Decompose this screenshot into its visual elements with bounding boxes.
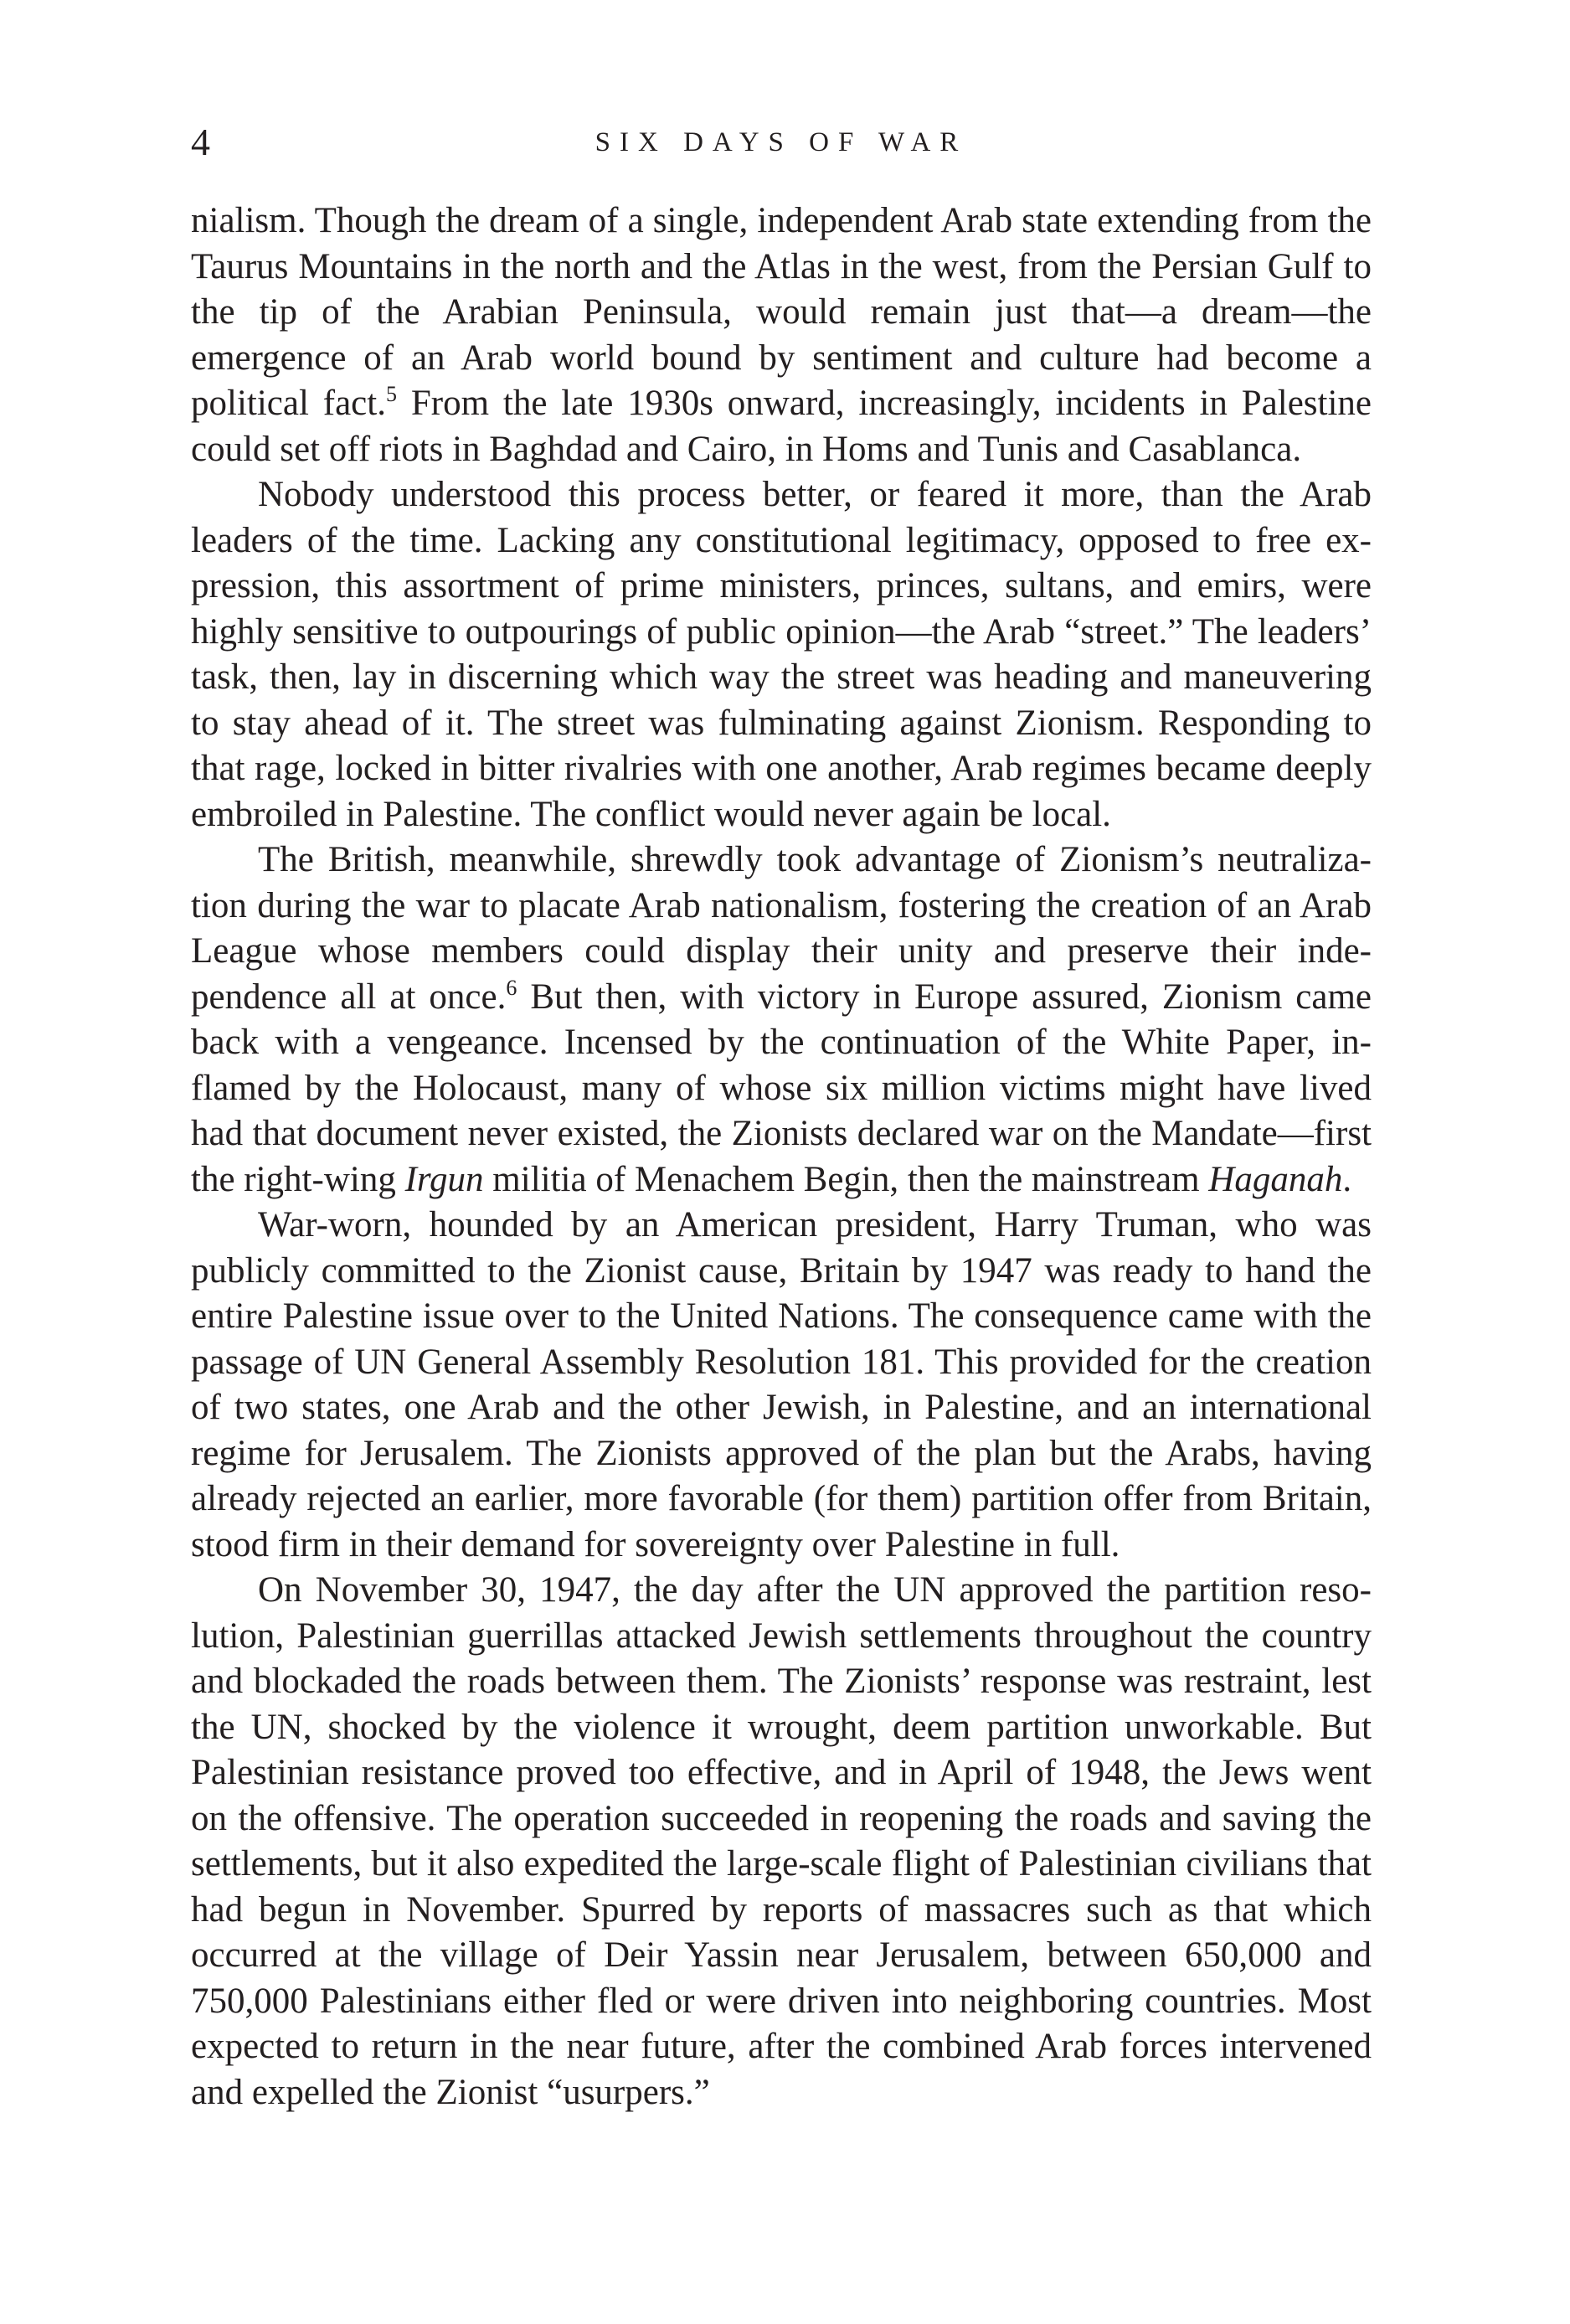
running-head-title: SIX DAYS OF WAR (595, 127, 968, 157)
paragraph-1-text-b: From the late 1930s onward, increasingly, incidents in Palestine could set off riots in Baghdad and Cairo, in Homs and Tunis and Casablanca. (191, 384, 1372, 469)
footnote-ref-5: 5 (385, 382, 397, 406)
paragraph-2-text: Nobody understood this process better, or feared it more, than the Arab leaders of the time. Lacking any constitutional legitimacy, opposed to free expression, this assortment of prime ministers, princes, sultans, and emirs, were highly sensitive to outpourings of public opinion—the Arab “street.” The leaders’ task, then, lay in discerning which way the street was heading and maneuvering to stay ahead of it. The street was fulminating against Zionism. Responding to that rage, locked in bitter rivalries with one another, Arab regimes became deeply embroiled in Palestine. The conflict would never again be local. (191, 475, 1372, 834)
paragraph-3-text-b: But then, with victory in Europe assured, Zionism came back with a vengeance. Incensed by the continuation of the White Paper, inflamed by the Holocaust, many of whose six million victims might have lived had that document never existed, the Zionists declared war on the Mandate—first the right-wing (191, 976, 1372, 1199)
running-head (191, 117, 1372, 167)
paragraph-3 (191, 837, 1372, 1203)
footnote-ref-6: 6 (506, 975, 517, 1000)
page-number: 4 (191, 121, 210, 163)
paragraph-3-text-d: . (1342, 1159, 1352, 1199)
paragraph-5 (191, 1568, 1372, 2115)
paragraph-1-text-a: nialism. Though the dream of a single, independent Arab state extending from the Taurus Mountains in the north and the Atlas in the west, from the Persian Gulf to the tip of the Arabian Peninsula, would remain just that—a dream—the emergence of an Arab world bound by sentiment and culture had become a political fact. (191, 201, 1372, 423)
paragraph-2 (191, 472, 1372, 837)
paragraph-3-text-c: militia of Menachem Begin, then the mainstream (483, 1159, 1209, 1199)
paragraph-3-text-a: The British, meanwhile, shrewdly took advantage of Zionism’s neutralization during the war to placate Arab nationalism, fostering the creation of an Arab League whose members could display their unity and preserve their independence all at once. (191, 840, 1372, 1017)
body-text (191, 198, 1372, 2115)
paragraph-4 (191, 1203, 1372, 1568)
italic-irgun: Irgun (404, 1159, 484, 1199)
italic-haganah: Haganah (1208, 1159, 1343, 1199)
paragraph-continued (191, 198, 1372, 472)
paragraph-4-text: War-worn, hounded by an American president, Harry Truman, who was publicly committed to the Zionist cause, Britain by 1947 was ready to hand the entire Palestine issue over to the United Nations. The consequence came with the passage of UN General Assembly Resolution 181. This provided for the creation of two states, one Arab and the other Jewish, in Palestine, and an international regime for Jerusalem. The Zionists approved of the plan but the Arabs, having already rejected an earlier, more favorable (for them) partition offer from Britain, stood firm in their demand for sovereignty over Palestine in full. (191, 1205, 1372, 1564)
paragraph-5-text: On November 30, 1947, the day after the UN approved the partition resolution, Palestinian guerrillas attacked Jewish settlements throughout the country and blockaded the roads between them. The Zionists’ response was restraint, lest the UN, shocked by the violence it wrought, deem partition unworkable. But Palestinian resistance proved too effective, and in April of 1948, the Jews went on the offensive. The operation succeeded in reopening the roads and saving the settlements, but it also expedited the large-scale flight of Palestinian civilians that had begun in November. Spurred by reports of massacres such as that which occurred at the village of Deir Yassin near Jerusalem, between 650,000 and 750,000 Palestinians either fled or were driven into neighboring countries. Most expected to return in the near future, after the combined Arab forces intervened and expelled the Zionist “usurpers.” (191, 1570, 1372, 2112)
